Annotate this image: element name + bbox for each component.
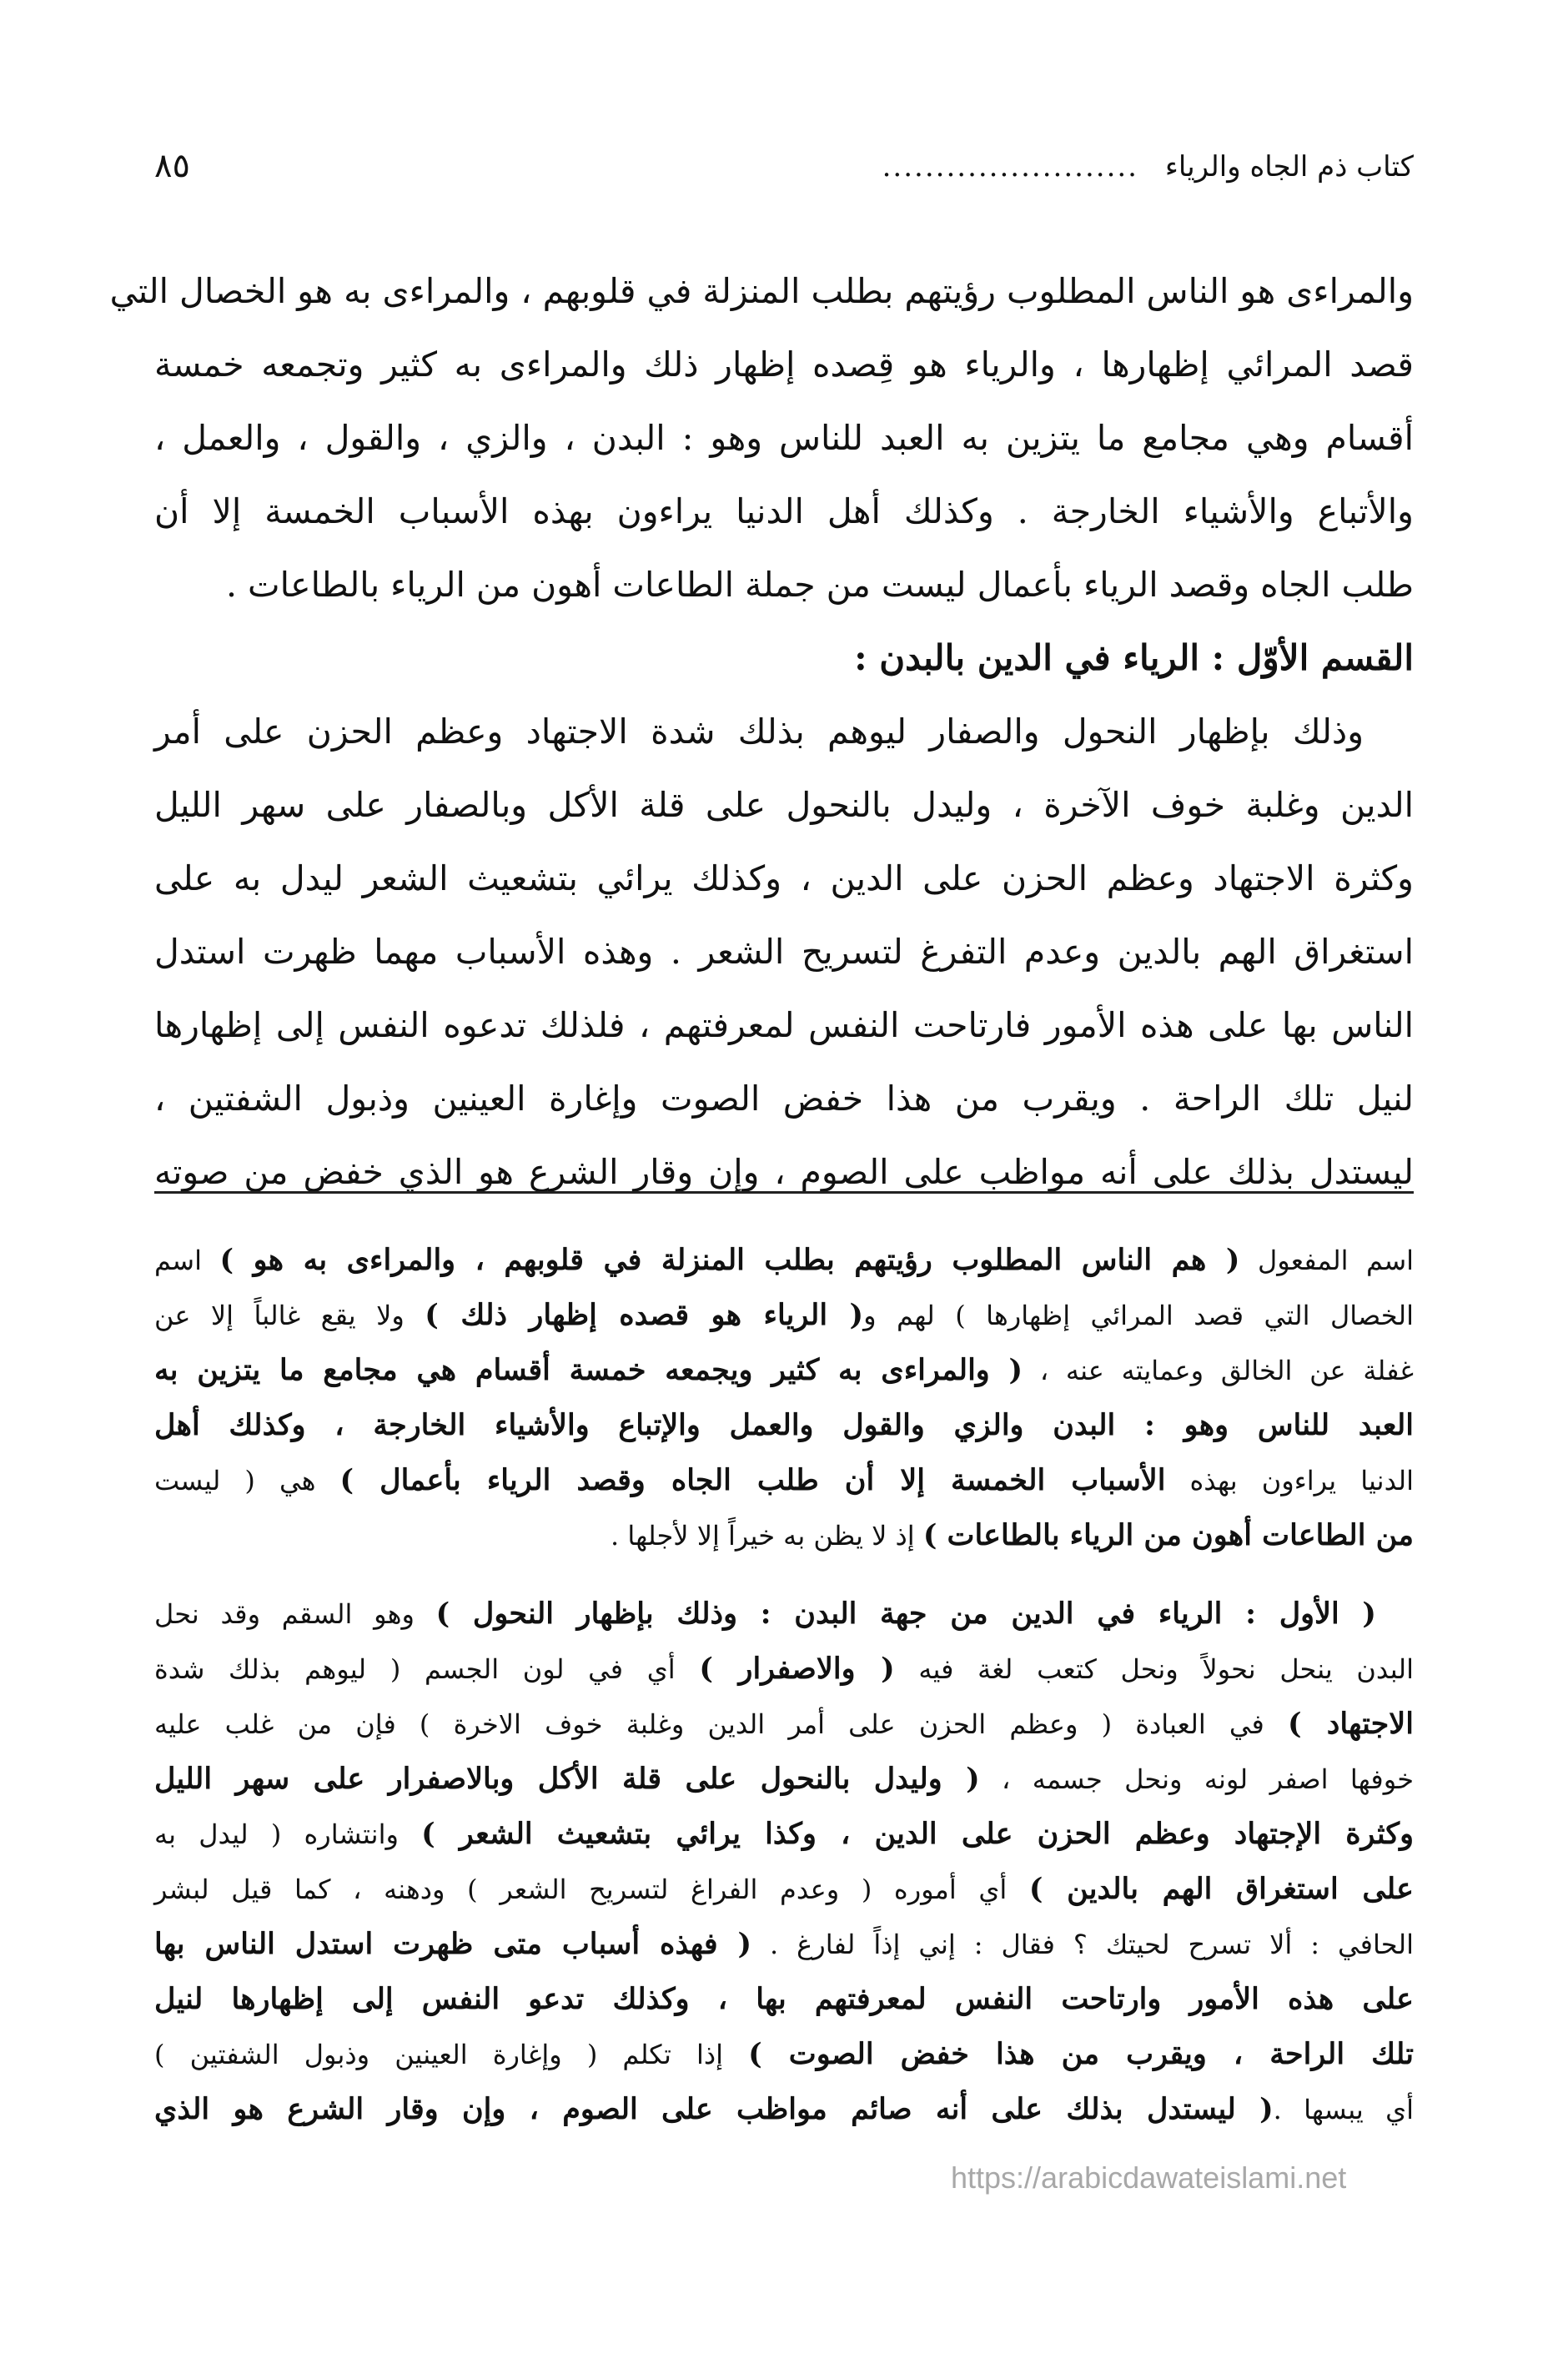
text-line: الناس بها على هذه الأمور فارتاحت النفس لمعرفتهم ، فلذلك تدعوه النفس إلى إظهارها bbox=[154, 1005, 1414, 1045]
commentary-line: الحافي : ألا تسرح لحيتك ؟ فقال : إني إذاً لفارغ . ( فهذه أسباب متى ظهرت استدل الناس بها bbox=[154, 1927, 1414, 1961]
page-number: ٨٥ bbox=[154, 147, 190, 185]
commentary-line: من الطاعات أهون من الرياء بالطاعات ) إذ لا يظن به خيراً إلا لأجلها . bbox=[611, 1518, 1414, 1552]
commentary-line: أي يبسها .( ليستدل بذلك على أنه صائم مواظب على الصوم ، وإن وقار الشرع هو الذي bbox=[154, 2092, 1415, 2126]
text-line: ليستدل بذلك على أنه مواظب على الصوم ، وإن وقار الشرع هو الذي خفض من صوته bbox=[154, 1152, 1414, 1192]
commentary-line: على هذه الأمور وارتاحت النفس لمعرفتهم بها ، وكذلك تدعو النفس إلى إظهارها لنيل bbox=[154, 1982, 1414, 2016]
text-line: لنيل تلك الراحة . ويقرب من هذا خفض الصوت وإغارة العينين وذبول الشفتين ، bbox=[154, 1079, 1414, 1119]
commentary-line: الاجتهاد ) في العبادة ( وعظم الحزن على أمر الدين وغلبة خوف الاخرة ) فإن من غلب عليه bbox=[154, 1707, 1414, 1741]
text-line: أقسام وهي مجامع ما يتزين به العبد للناس وهو : البدن ، والزي ، والقول ، والعمل ، bbox=[154, 418, 1414, 458]
commentary-line: خوفها اصفر لونه ونحل جسمه ، ( وليدل بالنحول على قلة الأكل وبالاصفرار على سهر الليل bbox=[154, 1762, 1415, 1796]
header-dots: ........................ bbox=[882, 150, 1138, 184]
commentary-line: العبد للناس وهو : البدن والزي والقول والعمل والإتباع والأشياء الخارجة ، وكذلك أهل bbox=[154, 1408, 1414, 1442]
commentary-line: الخصال التي قصد المرائي إظهارها ) لهم و( الرياء هو قصده إظهار ذلك ) ولا يقع غالباً إلا عن bbox=[154, 1298, 1415, 1332]
commentary-line: ( الأول : الرياء في الدين من جهة البدن : وذلك بإظهار النحول ) وهو السقم وقد نحل bbox=[154, 1597, 1376, 1631]
main-text bbox=[109, 254, 1414, 1209]
text-line: قصد المرائي إظهارها ، والرياء هو قِصده إظهار ذلك والمراءى به كثير وتجمعه خمسة bbox=[154, 345, 1414, 385]
commentary-line: تلك الراحة ، ويقرب من هذا خفض الصوت ) إذا تكلم ( وإغارة العينين وذبول الشفتين ) bbox=[154, 2037, 1415, 2071]
commentary bbox=[154, 1233, 1414, 2137]
running-header bbox=[154, 147, 1414, 200]
book-page bbox=[109, 133, 1415, 2302]
text-line: والمراءى هو الناس المطلوب رؤيتهم بطلب المنزلة في قلوبهم ، والمراءى به هو الخصال التي bbox=[109, 271, 1414, 311]
text-line: طلب الجاه وقصد الرياء بأعمال ليست من جملة الطاعات أهون من الرياء بالطاعات . bbox=[225, 565, 1414, 605]
text-line: وذلك بإظهار النحول والصفار ليوهم بذلك شدة الاجتهاد وعظم الحزن على أمر bbox=[154, 712, 1364, 752]
book-title: كتاب ذم الجاه والرياء bbox=[1164, 150, 1414, 184]
text-line: الدين وغلبة خوف الآخرة ، وليدل بالنحول على قلة الأكل وبالصفار على سهر الليل bbox=[154, 785, 1414, 825]
commentary-line: الدنيا يراءون بهذه الأسباب الخمسة إلا أن طلب الجاه وقصد الرياء بأعمال ) هي ( ليست bbox=[154, 1463, 1415, 1497]
source-url-watermark: https://arabicdawateislami.net bbox=[951, 2160, 1347, 2195]
text-line: والأتباع والأشياء الخارجة . وكذلك أهل الدنيا يراءون بهذه الأسباب الخمسة إلا أن bbox=[154, 491, 1414, 531]
section-heading: القسم الأوّل : الرياء في الدين بالبدن : bbox=[854, 637, 1414, 678]
commentary-line: وكثرة الإجتهاد وعظم الحزن على الدين ، وكذا يرائي بتشعيث الشعر ) وانتشاره ( ليدل به bbox=[154, 1817, 1414, 1851]
text-line: استغراق الهم بالدين وعدم التفرغ لتسريح الشعر . وهذه الأسباب مهما ظهرت استدل bbox=[154, 932, 1414, 972]
commentary-line: غفلة عن الخالق وعمايته عنه ، ( والمراءى به كثير ويجمعه خمسة أقسام هي مجامع ما يتزين به bbox=[154, 1353, 1415, 1387]
footnote-divider bbox=[154, 1191, 1414, 1194]
commentary-line: اسم المفعول ( هم الناس المطلوب رؤيتهم بطلب المنزلة في قلوبهم ، والمراءى به هو ) اسم bbox=[154, 1243, 1415, 1277]
text-line: وكثرة الاجتهاد وعظم الحزن على الدين ، وكذلك يرائي بتشعيث الشعر ليدل به على bbox=[154, 858, 1414, 898]
commentary-line: البدن ينحل نحولاً ونحل كتعب لغة فيه ( والاصفرار ) أي في لون الجسم ( ليوهم بذلك شدة bbox=[154, 1652, 1415, 1686]
commentary-line: على استغراق الهم بالدين ) أي أموره ( وعدم الفراغ لتسريح الشعر ) ودهنه ، كما قيل لبشر bbox=[154, 1872, 1414, 1906]
